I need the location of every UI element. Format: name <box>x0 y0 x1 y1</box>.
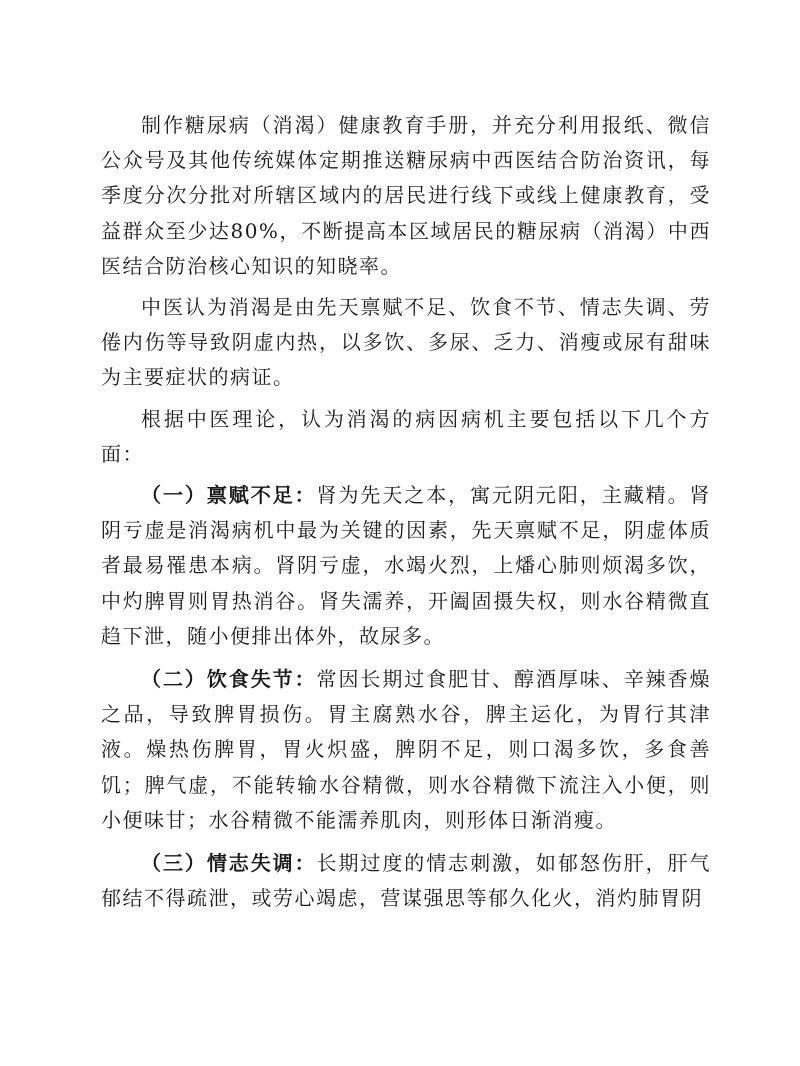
paragraph-text: 根据中医理论，认为消渴的病因病机主要包括以下几个方面： <box>101 406 711 466</box>
paragraph-text: 制作糖尿病（消渴）健康教育手册，并充分利用报纸、微信公众号及其他传统媒体定期推送糖尿病中西医结合防治资讯，每季度分次分批对所辖区域内的居民进行线下或线上健康教育，受益群众至少达80%，不断提高本区域居民的糖尿病（消渴）中西医结合防治核心知识的知晓率。 <box>101 113 711 278</box>
paragraph-text: 肾为先天之本，寓元阴元阳，主藏精。肾阴亏虚是消渴病机中最为关键的因素，先天禀赋不足，阴虚体质者最易罹患本病。肾阴亏虚，水竭火烈，上燔心肺则烦渴多饮，中灼脾胃则胃热消谷。肾失濡养，开阖固摄失权，则水谷精微直趋下泄，随小便排出体外，故尿多。 <box>101 483 712 648</box>
paragraph-constitution <box>101 478 711 654</box>
section-heading: （一）禀赋不足： <box>141 483 317 508</box>
paragraph-text: 常因长期过食肥甘、醇酒厚味、辛辣香燥之品，导致脾胃损伤。胃主腐熟水谷，脾主运化，为胃行其津液。燥热伤脾胃，胃火炽盛，脾阴不足，则口渴多饮，多食善饥；脾气虚，不能转输水谷精微，则水谷精微下流注入小便，则小便味甘；水谷精微不能濡养肌肉，则形体日渐消瘦。 <box>101 667 712 832</box>
paragraph-health-education <box>101 108 711 284</box>
paragraph-text: 中医认为消渴是由先天禀赋不足、饮食不节、情志失调、劳倦内伤等导致阴虚内热，以多饮、多尿、乏力、消瘦或尿有甜味为主要症状的病证。 <box>101 295 711 390</box>
section-heading: （三）情志失调： <box>141 851 317 876</box>
paragraph-text: 长期过度的情志刺激，如郁怒伤肝，肝气郁结不得疏泄，或劳心竭虑，营谋强思等郁久化火，消灼肺胃阴 <box>101 851 712 911</box>
paragraph-definition <box>101 290 711 396</box>
document-body <box>101 108 711 916</box>
paragraph-diet <box>101 662 711 838</box>
section-heading: （二）饮食失节： <box>141 667 317 692</box>
paragraph-emotion <box>101 846 711 916</box>
paragraph-etiology-intro <box>101 402 711 472</box>
